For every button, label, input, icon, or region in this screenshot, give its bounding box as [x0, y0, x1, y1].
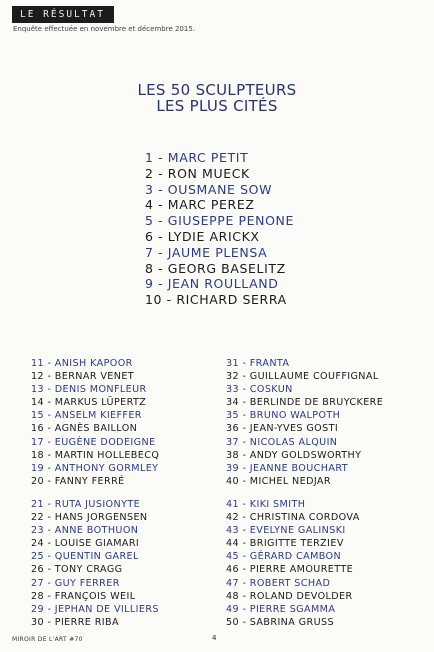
group-spacer — [31, 488, 159, 498]
title-line-1: LES 50 SCULPTEURS — [137, 81, 297, 99]
page-title — [0, 82, 434, 114]
magazine-footer: MIROIR DE L'ART #70 — [12, 636, 83, 643]
group-spacer — [226, 488, 383, 498]
ranking-entry: 42 - CHRISTINA CORDOVA — [226, 512, 360, 524]
ranking-entry: 44 - BRIGITTE TERZIEV — [226, 538, 344, 550]
ranking-entry: 30 - PIERRE RIBA — [31, 616, 119, 628]
ranking-entry: 19 - ANTHONY GORMLEY — [31, 462, 159, 474]
ranking-entry: 31 - FRANTA — [226, 358, 290, 369]
ranking-entry: 39 - JEANNE BOUCHART — [226, 462, 348, 474]
ranking-list-right — [226, 357, 383, 629]
ranking-entry: 47 - ROBERT SCHAD — [226, 577, 331, 589]
section-tag: LE RÉSULTAT — [12, 6, 114, 23]
ranking-entry: 4 - MARC PEREZ — [145, 197, 255, 213]
ranking-entry: 36 - JEAN-YVES GOSTI — [226, 423, 339, 435]
ranking-entry: 11 - ANISH KAPOOR — [31, 358, 133, 369]
ranking-entry: 27 - GUY FERRER — [31, 577, 120, 589]
ranking-entry: 3 - OUSMANE SOW — [145, 181, 273, 197]
ranking-entry: 28 - FRANÇOIS WEIL — [31, 590, 136, 602]
ranking-entry: 48 - ROLAND DEVOLDER — [226, 590, 353, 602]
ranking-entry: 16 - AGNÈS BAILLON — [31, 423, 138, 435]
ranking-entry: 45 - GÉRARD CAMBON — [226, 551, 342, 563]
survey-date-note: Enquête effectuée en novembre et décembre 2015. — [13, 25, 196, 33]
ranking-entry: 12 - BERNAR VENET — [31, 371, 135, 383]
ranking-entry: 22 - HANS JORGENSEN — [31, 512, 148, 524]
ranking-entry: 14 - MARKUS LÜPERTZ — [31, 397, 147, 409]
ranking-entry: 37 - NICOLAS ALQUIN — [226, 436, 338, 448]
ranking-entry: 2 - RON MUECK — [145, 165, 250, 181]
ranking-entry: 41 - KIKI SMITH — [226, 498, 306, 510]
ranking-entry: 43 - EVELYNE GALINSKI — [226, 525, 346, 537]
ranking-entry: 26 - TONY CRAGG — [31, 564, 123, 576]
ranking-entry: 15 - ANSELM KIEFFER — [31, 410, 142, 422]
ranking-entry: 46 - PIERRE AMOURETTE — [226, 564, 354, 576]
ranking-entry: 20 - FANNY FERRÉ — [31, 475, 125, 487]
ranking-entry: 49 - PIERRE SGAMMA — [226, 603, 336, 615]
ranking-entry: 34 - BERLINDE DE BRUYCKERE — [226, 397, 384, 409]
ranking-entry: 18 - MARTIN HOLLEBECQ — [31, 449, 160, 461]
ranking-entry: 7 - JAUME PLENSA — [145, 244, 268, 260]
ranking-entry: 21 - RUTA JUSIONYTE — [31, 498, 141, 510]
ranking-entry: 40 - MICHEL NEDJAR — [226, 475, 331, 487]
top-ten-list — [145, 150, 294, 308]
ranking-entry: 50 - SABRINA GRUSS — [226, 616, 334, 628]
ranking-entry: 1 - MARC PETIT — [145, 150, 249, 165]
ranking-entry: 38 - ANDY GOLDSWORTHY — [226, 449, 362, 461]
ranking-entry: 23 - ANNE BOTHUON — [31, 525, 139, 537]
ranking-entry: 32 - GUILLAUME COUFFIGNAL — [226, 371, 379, 383]
ranking-entry: 24 - LOUISE GIAMARI — [31, 538, 140, 550]
ranking-list-left — [31, 357, 159, 629]
title-line-2: LES PLUS CITÉS — [156, 97, 278, 115]
ranking-entry: 25 - QUENTIN GAREL — [31, 551, 139, 563]
ranking-entry: 5 - GIUSEPPE PENONE — [145, 213, 294, 229]
ranking-entry: 33 - COSKUN — [226, 384, 293, 396]
ranking-entry: 29 - JEPHAN DE VILLIERS — [31, 603, 159, 615]
page-number: 4 — [212, 634, 217, 642]
ranking-entry: 8 - GEORG BASELITZ — [145, 260, 286, 276]
ranking-entry: 10 - RICHARD SERRA — [145, 292, 287, 308]
ranking-entry: 13 - DENIS MONFLEUR — [31, 384, 147, 396]
ranking-entry: 17 - EUGÈNE DODEIGNE — [31, 436, 156, 448]
ranking-entry: 6 - LYDIE ARICKX — [145, 228, 260, 244]
ranking-entry: 9 - JEAN ROULLAND — [145, 276, 279, 292]
ranking-entry: 35 - BRUNO WALPOTH — [226, 410, 341, 422]
